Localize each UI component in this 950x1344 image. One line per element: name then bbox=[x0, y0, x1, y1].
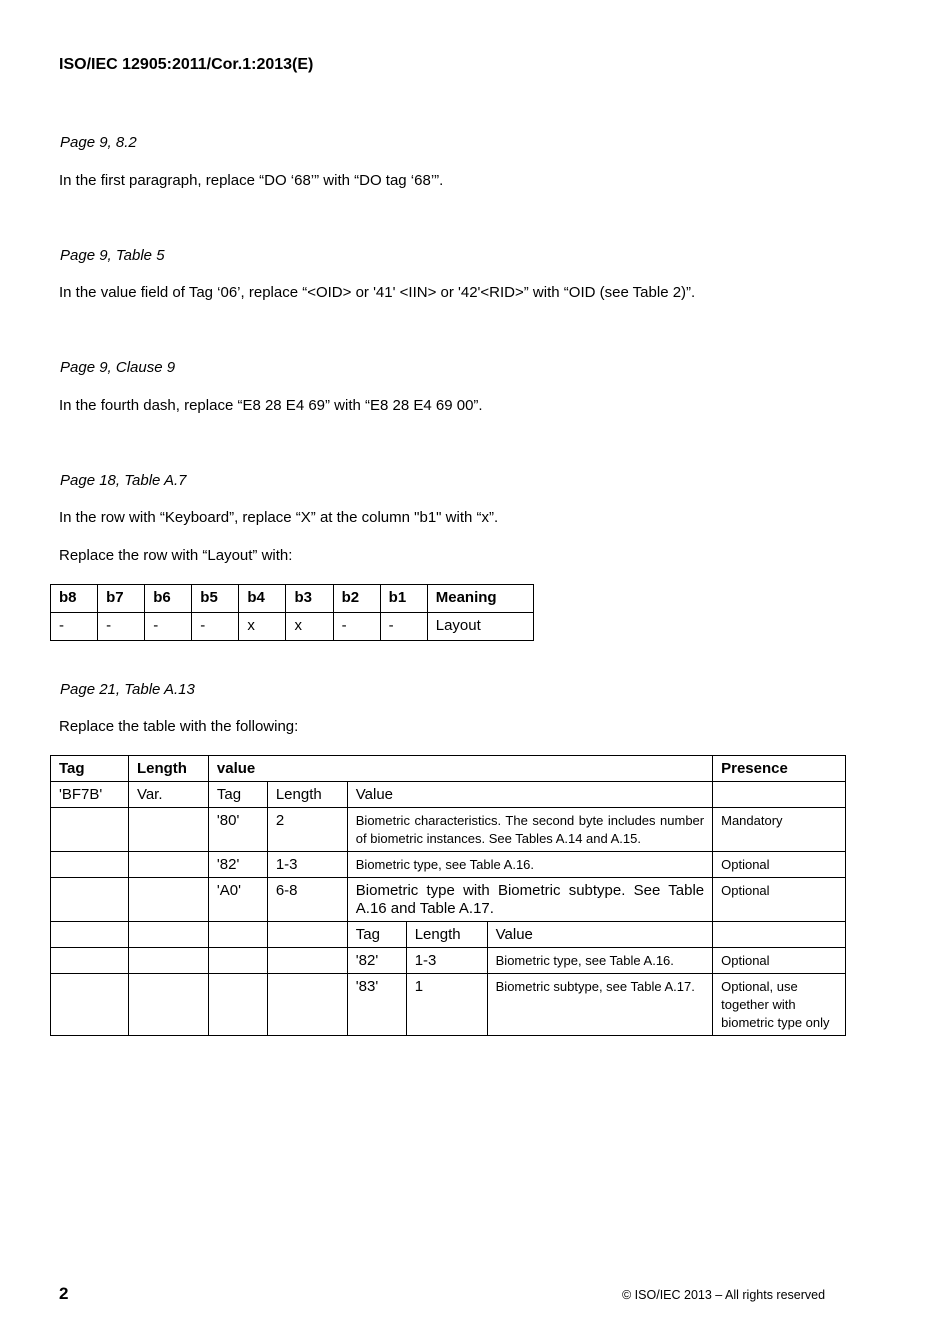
header-tag: Tag bbox=[51, 756, 129, 782]
cell-empty bbox=[128, 922, 208, 948]
cell-sub-length: 1-3 bbox=[267, 852, 347, 878]
table-row bbox=[51, 948, 846, 974]
table-row bbox=[51, 613, 534, 641]
cell-presence bbox=[713, 922, 846, 948]
cell-sub-tag: 'A0' bbox=[208, 878, 267, 922]
cell-tag: 'BF7B' bbox=[51, 782, 129, 808]
cell-empty bbox=[128, 852, 208, 878]
cell-empty bbox=[128, 808, 208, 852]
cell-empty bbox=[128, 948, 208, 974]
cell-nested-tag: '82' bbox=[347, 948, 406, 974]
cell-presence: Optional, use together with biometric type only bbox=[713, 974, 846, 1036]
cell-sub-value: Biometric type, see Table A.16. bbox=[347, 852, 712, 878]
cell-sub-length: Length bbox=[267, 782, 347, 808]
cell-presence: Optional bbox=[713, 948, 846, 974]
table-row bbox=[51, 852, 846, 878]
table-row bbox=[51, 974, 846, 1036]
cell-empty bbox=[128, 878, 208, 922]
table-a13 bbox=[50, 755, 846, 1036]
header-presence: Presence bbox=[713, 756, 846, 782]
table-cell: - bbox=[333, 613, 380, 641]
cell-empty bbox=[208, 922, 267, 948]
cell-sub-value: Value bbox=[347, 782, 712, 808]
table-header-cell: b4 bbox=[239, 585, 286, 613]
table-cell: x bbox=[286, 613, 333, 641]
table-header-cell: b5 bbox=[192, 585, 239, 613]
cell-sub-value: Biometric characteristics. The second byte includes number of biometric instances. See Tables A.14 and A.15. bbox=[347, 808, 712, 852]
table-cell: - bbox=[51, 613, 98, 641]
cell-presence: Optional bbox=[713, 878, 846, 922]
table-header-cell: b8 bbox=[51, 585, 98, 613]
section-paragraph: In the first paragraph, replace “DO ‘68’” with “DO tag ‘68’”. bbox=[59, 172, 444, 189]
cell-sub-tag: '82' bbox=[208, 852, 267, 878]
table-cell: x bbox=[239, 613, 286, 641]
cell-nested-length: 1 bbox=[406, 974, 487, 1036]
table-cell: - bbox=[98, 613, 145, 641]
cell-presence bbox=[713, 782, 846, 808]
cell-sub-length: 6-8 bbox=[267, 878, 347, 922]
copyright-notice: © ISO/IEC 2013 – All rights reserved bbox=[622, 1288, 826, 1302]
cell-nested-value: Value bbox=[487, 922, 712, 948]
section-heading-page21-tablea13: Page 21, Table A.13 bbox=[60, 681, 195, 698]
cell-empty bbox=[128, 974, 208, 1036]
document-header: ISO/IEC 12905:2011/Cor.1:2013(E) bbox=[59, 56, 314, 73]
table-row bbox=[51, 808, 846, 852]
section-paragraph: In the row with “Keyboard”, replace “X” at the column "b1" with “x”. bbox=[59, 509, 499, 526]
header-length: Length bbox=[128, 756, 208, 782]
table-row bbox=[51, 782, 846, 808]
table-header-cell: b7 bbox=[98, 585, 145, 613]
table-cell: - bbox=[192, 613, 239, 641]
section-paragraph: In the value field of Tag ‘06’, replace “<OID> or '41' <IIN> or '42'<RID>” with “OID (see Table 2)”. bbox=[59, 284, 696, 301]
cell-length: Var. bbox=[128, 782, 208, 808]
table-header-row bbox=[51, 756, 846, 782]
cell-nested-value: Biometric type, see Table A.16. bbox=[487, 948, 712, 974]
cell-sub-length: 2 bbox=[267, 808, 347, 852]
cell-presence: Optional bbox=[713, 852, 846, 878]
cell-empty bbox=[51, 948, 129, 974]
cell-sub-tag: '80' bbox=[208, 808, 267, 852]
cell-empty bbox=[267, 974, 347, 1036]
table-cell: Layout bbox=[427, 613, 533, 641]
cell-empty bbox=[267, 948, 347, 974]
section-heading-page18-tablea7: Page 18, Table A.7 bbox=[60, 472, 187, 489]
table-header-row bbox=[51, 585, 534, 613]
cell-sub-tag: Tag bbox=[208, 782, 267, 808]
table-cell: - bbox=[380, 613, 427, 641]
cell-empty bbox=[51, 974, 129, 1036]
table-row bbox=[51, 878, 846, 922]
cell-empty bbox=[51, 922, 129, 948]
cell-empty bbox=[267, 922, 347, 948]
cell-sub-value: Biometric type with Biometric subtype. See Table A.16 and Table A.17. bbox=[347, 878, 712, 922]
cell-nested-tag: Tag bbox=[347, 922, 406, 948]
cell-nested-value: Biometric subtype, see Table A.17. bbox=[487, 974, 712, 1036]
cell-empty bbox=[208, 948, 267, 974]
cell-empty bbox=[208, 974, 267, 1036]
cell-presence: Mandatory bbox=[713, 808, 846, 852]
section-paragraph: Replace the table with the following: bbox=[59, 718, 299, 735]
section-paragraph: In the fourth dash, replace “E8 28 E4 69” with “E8 28 E4 69 00”. bbox=[59, 397, 483, 414]
table-header-cell: b2 bbox=[333, 585, 380, 613]
section-heading-page9-8-2: Page 9, 8.2 bbox=[60, 134, 137, 151]
table-header-cell: b3 bbox=[286, 585, 333, 613]
section-heading-page9-clause9: Page 9, Clause 9 bbox=[60, 359, 176, 376]
section-heading-page9-table5: Page 9, Table 5 bbox=[60, 247, 165, 264]
cell-nested-length: Length bbox=[406, 922, 487, 948]
cell-nested-tag: '83' bbox=[347, 974, 406, 1036]
cell-empty bbox=[51, 852, 129, 878]
table-header-cell: b6 bbox=[145, 585, 192, 613]
cell-empty bbox=[51, 808, 129, 852]
table-row bbox=[51, 922, 846, 948]
header-value: value bbox=[208, 756, 712, 782]
page-number: 2 bbox=[59, 1284, 69, 1303]
table-header-cell: Meaning bbox=[427, 585, 533, 613]
table-a7-layout-row bbox=[50, 584, 534, 641]
table-cell: - bbox=[145, 613, 192, 641]
section-paragraph: Replace the row with “Layout” with: bbox=[59, 547, 293, 564]
cell-nested-length: 1-3 bbox=[406, 948, 487, 974]
table-header-cell: b1 bbox=[380, 585, 427, 613]
cell-empty bbox=[51, 878, 129, 922]
